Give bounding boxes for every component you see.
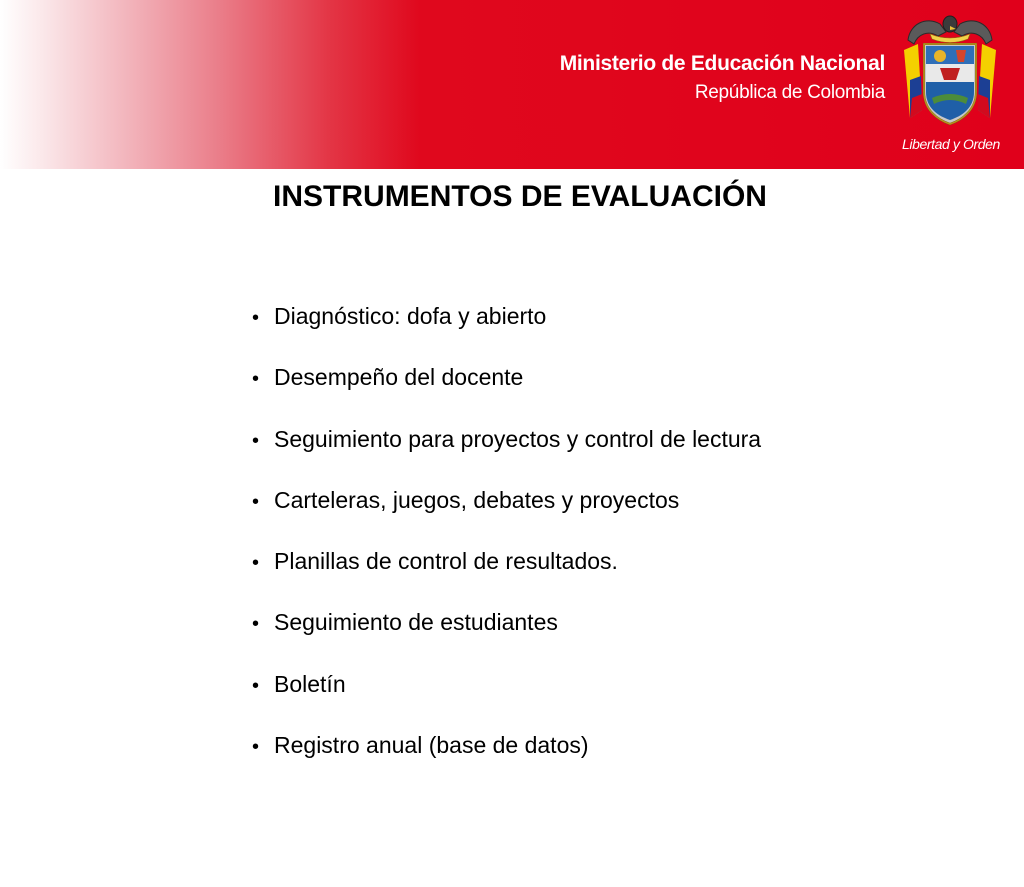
- bullet-icon: •: [252, 368, 260, 391]
- list-item: [252, 426, 761, 487]
- bullet-icon: •: [252, 307, 260, 329]
- slide-title: INSTRUMENTOS DE EVALUACIÓN: [273, 180, 767, 213]
- bullet-icon: •: [252, 674, 260, 697]
- list-item-text: Diagnóstico: dofa y abierto: [274, 303, 547, 329]
- list-item-text: Desempeño del docente: [274, 364, 524, 391]
- ministry-name: Ministerio de Educación Nacional: [559, 52, 885, 75]
- list-item: [252, 303, 761, 364]
- republic-name: República de Colombia: [694, 82, 885, 103]
- list-item: [252, 487, 761, 548]
- bullet-icon: •: [252, 552, 260, 575]
- list-item-text: Carteleras, juegos, debates y proyectos: [274, 486, 680, 513]
- list-item: [252, 364, 761, 425]
- list-item-text: Registro anual (base de datos): [274, 732, 589, 759]
- bullet-icon: •: [252, 490, 260, 513]
- list-item: [252, 548, 761, 609]
- bullet-icon: •: [252, 613, 260, 636]
- list-item: [252, 609, 761, 670]
- list-item-text: Boletín: [274, 670, 346, 697]
- header-banner: [0, 0, 1024, 169]
- motto-text: Libertad y Orden: [902, 136, 1000, 152]
- bullet-icon: •: [252, 736, 260, 759]
- list-item: [252, 732, 761, 793]
- colombia-coat-of-arms-icon: [900, 10, 1000, 135]
- list-item-text: Planillas de control de resultados.: [274, 548, 618, 575]
- bullet-icon: •: [252, 429, 260, 452]
- instrument-list: [252, 303, 761, 793]
- list-item-text: Seguimiento de estudiantes: [274, 609, 558, 636]
- list-item: [252, 671, 761, 732]
- list-item-text: Seguimiento para proyectos y control de lectura: [274, 425, 762, 452]
